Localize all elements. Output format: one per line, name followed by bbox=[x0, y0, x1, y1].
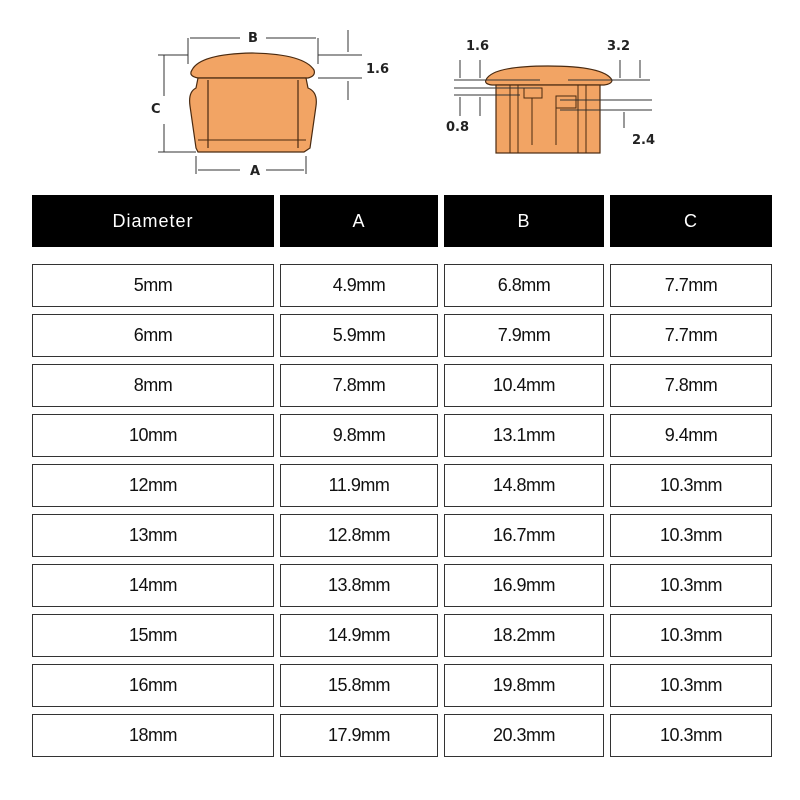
dimension-b-label: B bbox=[248, 31, 258, 46]
diameter-cell: 5mm bbox=[32, 264, 274, 307]
a-cell: 13.8mm bbox=[280, 564, 438, 607]
b-cell: 6.8mm bbox=[444, 264, 604, 307]
b-cell: 10.4mm bbox=[444, 364, 604, 407]
header-b: B bbox=[444, 195, 604, 247]
table-row bbox=[32, 264, 774, 307]
table-row bbox=[32, 664, 774, 707]
section-inner-label: 2.4 bbox=[632, 133, 656, 148]
diameter-cell: 10mm bbox=[32, 414, 274, 457]
diameter-cell: 12mm bbox=[32, 464, 274, 507]
dimension-a-label: A bbox=[250, 164, 261, 179]
b-cell: 13.1mm bbox=[444, 414, 604, 457]
b-cell: 20.3mm bbox=[444, 714, 604, 757]
b-cell: 16.9mm bbox=[444, 564, 604, 607]
plug-dimension-diagram bbox=[0, 0, 800, 190]
header-a: A bbox=[280, 195, 438, 247]
table-row bbox=[32, 464, 774, 507]
a-cell: 15.8mm bbox=[280, 664, 438, 707]
c-cell: 10.3mm bbox=[610, 464, 772, 507]
diameter-cell: 6mm bbox=[32, 314, 274, 357]
c-cell: 10.3mm bbox=[610, 564, 772, 607]
table-header bbox=[32, 195, 774, 247]
a-cell: 11.9mm bbox=[280, 464, 438, 507]
diameter-cell: 16mm bbox=[32, 664, 274, 707]
diameter-cell: 14mm bbox=[32, 564, 274, 607]
diameter-cell: 8mm bbox=[32, 364, 274, 407]
a-cell: 4.9mm bbox=[280, 264, 438, 307]
table-row bbox=[32, 614, 774, 657]
c-cell: 7.8mm bbox=[610, 364, 772, 407]
size-table bbox=[32, 195, 774, 764]
header-c: C bbox=[610, 195, 772, 247]
b-cell: 7.9mm bbox=[444, 314, 604, 357]
front-view-plug bbox=[190, 53, 317, 152]
table-row bbox=[32, 414, 774, 457]
a-cell: 17.9mm bbox=[280, 714, 438, 757]
diameter-cell: 18mm bbox=[32, 714, 274, 757]
diameter-cell: 15mm bbox=[32, 614, 274, 657]
c-cell: 10.3mm bbox=[610, 714, 772, 757]
c-cell: 10.3mm bbox=[610, 514, 772, 557]
a-cell: 7.8mm bbox=[280, 364, 438, 407]
c-cell: 9.4mm bbox=[610, 414, 772, 457]
table-row bbox=[32, 564, 774, 607]
c-cell: 7.7mm bbox=[610, 264, 772, 307]
a-cell: 12.8mm bbox=[280, 514, 438, 557]
table-row bbox=[32, 314, 774, 357]
c-cell: 10.3mm bbox=[610, 664, 772, 707]
b-cell: 14.8mm bbox=[444, 464, 604, 507]
dimension-c-label: C bbox=[151, 102, 161, 117]
c-cell: 10.3mm bbox=[610, 614, 772, 657]
header-diameter: Diameter bbox=[32, 195, 274, 247]
section-gap-label: 0.8 bbox=[446, 120, 470, 135]
table-body bbox=[32, 264, 774, 757]
a-cell: 14.9mm bbox=[280, 614, 438, 657]
b-cell: 16.7mm bbox=[444, 514, 604, 557]
a-cell: 5.9mm bbox=[280, 314, 438, 357]
table-row bbox=[32, 514, 774, 557]
section-top-label: 1.6 bbox=[466, 39, 490, 54]
diameter-cell: 13mm bbox=[32, 514, 274, 557]
a-cell: 9.8mm bbox=[280, 414, 438, 457]
head-thickness-label: 1.6 bbox=[366, 62, 390, 77]
section-rim-label: 3.2 bbox=[607, 39, 631, 54]
c-cell: 7.7mm bbox=[610, 314, 772, 357]
b-cell: 18.2mm bbox=[444, 614, 604, 657]
table-row bbox=[32, 714, 774, 757]
table-row bbox=[32, 364, 774, 407]
b-cell: 19.8mm bbox=[444, 664, 604, 707]
